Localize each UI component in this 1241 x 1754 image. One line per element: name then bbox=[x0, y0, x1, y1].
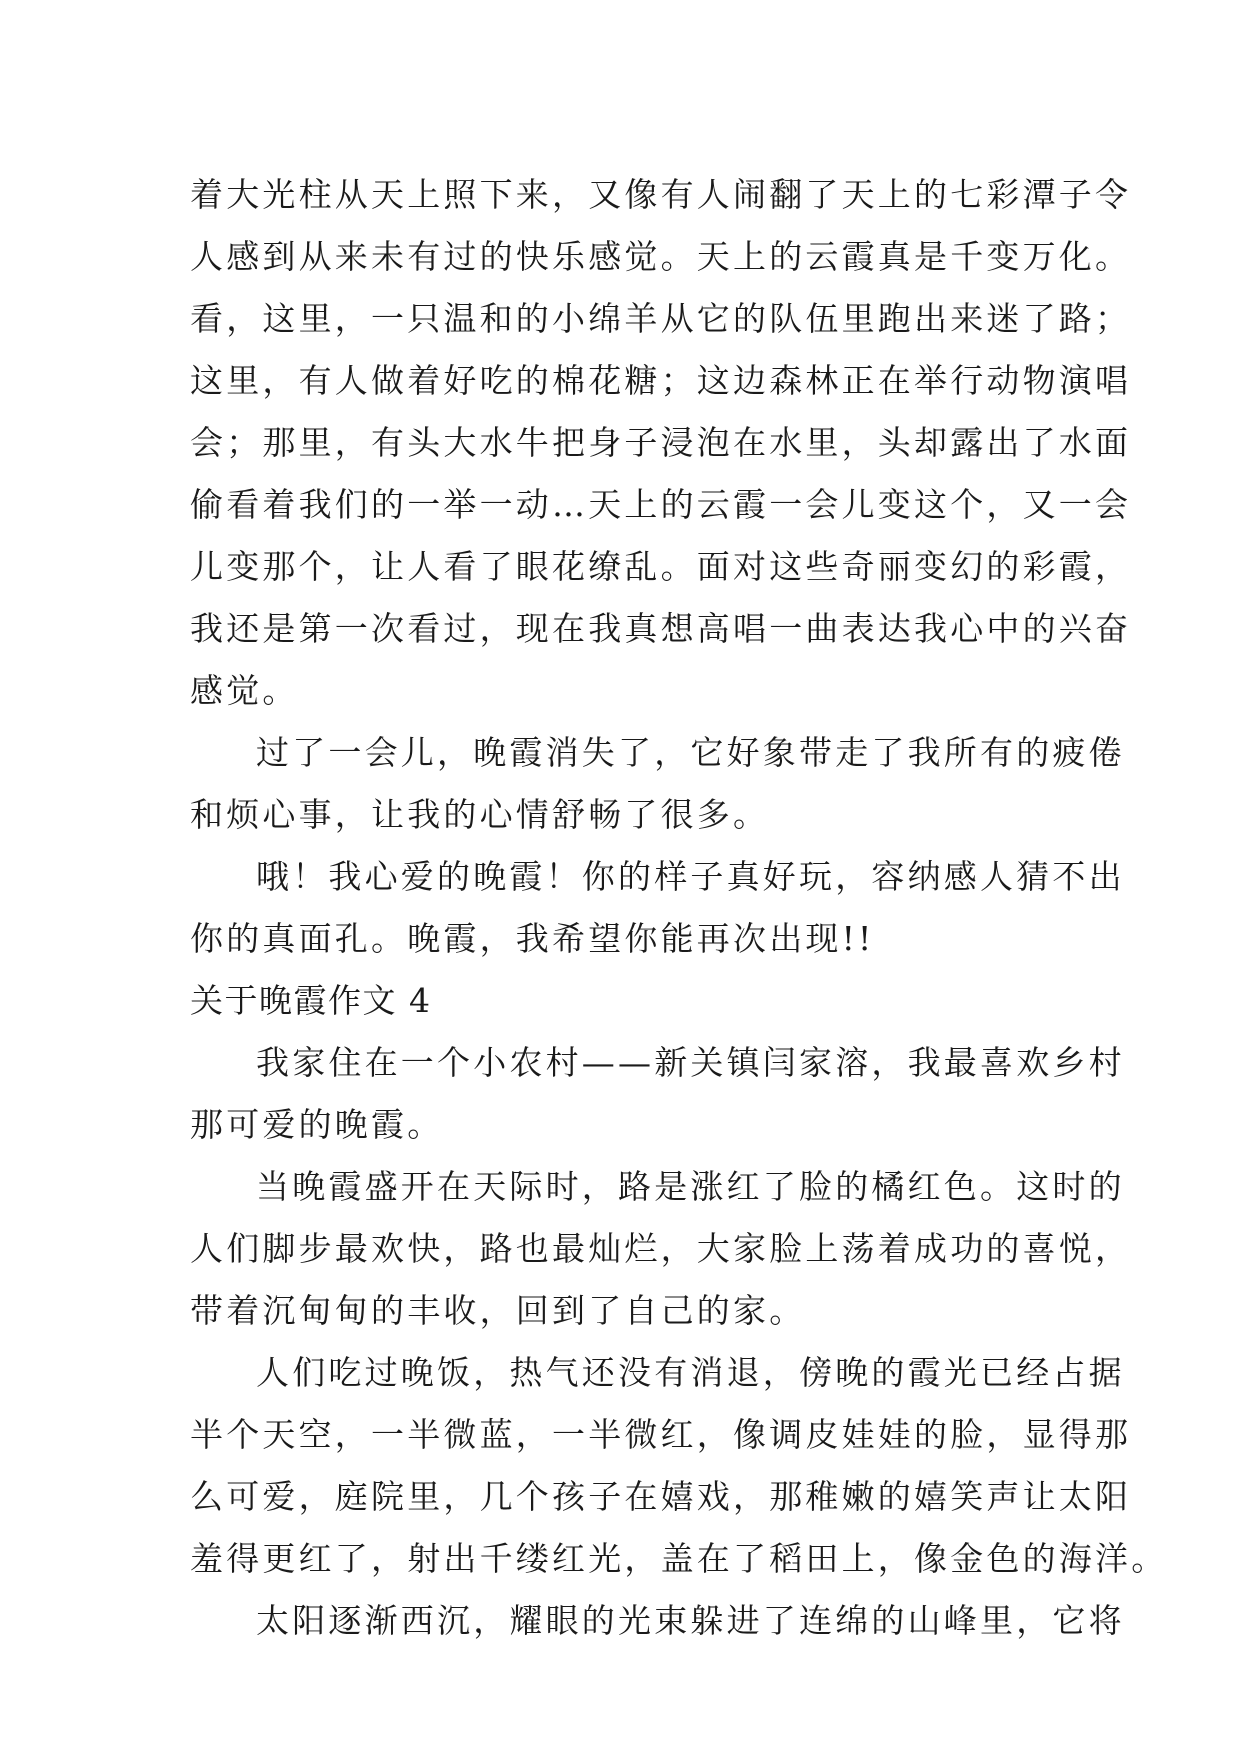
paragraph-first-line: 我家住在一个小农村——新关镇闫家溶，我最喜欢乡村 bbox=[256, 1043, 1125, 1082]
paragraph-first-line: 人们吃过晚饭，热气还没有消退，傍晚的霞光已经占据 bbox=[256, 1353, 1125, 1392]
paragraph-first-line: 太阳逐渐西沉，耀眼的光束躲进了连绵的山峰里，它将 bbox=[256, 1601, 1125, 1640]
essay-body bbox=[190, 164, 1168, 1652]
text-line: 着大光柱从天上照下来，又像有人闹翻了天上的七彩潭子令 bbox=[190, 175, 1132, 214]
paragraph-first-line: 哦！我心爱的晚霞！你的样子真好玩，容纳感人猜不出 bbox=[256, 857, 1125, 896]
text-line: 感觉。 bbox=[190, 671, 299, 710]
paragraph-first-line: 当晚霞盛开在天际时，路是涨红了脸的橘红色。这时的 bbox=[256, 1167, 1125, 1206]
text-line: 么可爱，庭院里，几个孩子在嬉戏，那稚嫩的嬉笑声让太阳 bbox=[190, 1477, 1132, 1516]
text-line: 你的真面孔。晚霞，我希望你能再次出现!! bbox=[190, 919, 875, 958]
text-line: 看，这里，一只温和的小绵羊从它的队伍里跑出来迷了路； bbox=[190, 299, 1132, 338]
text-line: 带着沉甸甸的丰收，回到了自己的家。 bbox=[190, 1291, 806, 1330]
text-line: 我还是第一次看过，现在我真想高唱一曲表达我心中的兴奋 bbox=[190, 609, 1132, 648]
text-line: 会；那里，有头大水牛把身子浸泡在水里，头却露出了水面 bbox=[190, 423, 1132, 462]
paragraph-first-line: 过了一会儿，晚霞消失了，它好象带走了我所有的疲倦 bbox=[256, 733, 1125, 772]
text-line: 这里，有人做着好吃的棉花糖；这边森林正在举行动物演唱 bbox=[190, 361, 1132, 400]
section-heading: 关于晚霞作文 4 bbox=[190, 981, 432, 1020]
text-line: 人感到从来未有过的快乐感觉。天上的云霞真是千变万化。 bbox=[190, 237, 1132, 276]
text-line: 人们脚步最欢快，路也最灿烂，大家脸上荡着成功的喜悦， bbox=[190, 1229, 1132, 1268]
text-line: 半个天空，一半微蓝，一半微红，像调皮娃娃的脸，显得那 bbox=[190, 1415, 1132, 1454]
text-line: 羞得更红了，射出千缕红光，盖在了稻田上，像金色的海洋。 bbox=[190, 1539, 1168, 1578]
text-line: 儿变那个，让人看了眼花缭乱。面对这些奇丽变幻的彩霞， bbox=[190, 547, 1132, 586]
text-line: 和烦心事，让我的心情舒畅了很多。 bbox=[190, 795, 770, 834]
text-line: 那可爱的晚霞。 bbox=[190, 1105, 444, 1144]
text-line: 偷看着我们的一举一动…天上的云霞一会儿变这个，又一会 bbox=[190, 485, 1132, 524]
